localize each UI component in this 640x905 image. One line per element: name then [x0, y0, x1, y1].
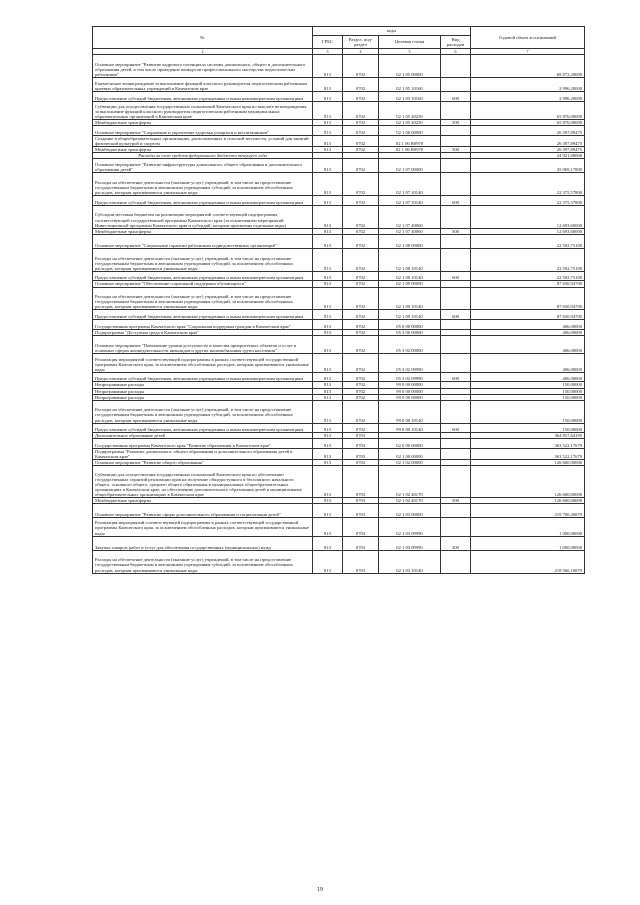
row-name: Создание в общеобразовательных организациях, расположенных в сельской местности, условий для занятий физической культурой и спортом: [93, 135, 313, 146]
row-target-article: 02 1 07 10140: [379, 196, 441, 206]
row-amount: 406,00000: [471, 335, 585, 353]
row-grbs: 813: [313, 394, 343, 400]
row-amount: 150,00000: [471, 382, 585, 388]
row-name: Межбюджетные трансферты: [93, 228, 313, 234]
row-section: 0702: [343, 388, 379, 394]
row-target-article: 02 1 03 09990: [379, 518, 441, 536]
row-section: 0703: [343, 518, 379, 536]
header-expense-type: Вид расходов: [441, 36, 471, 49]
row-expense-type: [441, 126, 471, 136]
row-grbs: 813: [313, 120, 343, 126]
row-section: 0702: [343, 271, 379, 281]
row-target-article: 02 1 08 10140: [379, 271, 441, 281]
row-amount: 364 857,64195: [471, 433, 585, 439]
row-target-article: 02 1 09 10140: [379, 310, 441, 320]
row-amount: 2 996,20000: [471, 91, 585, 101]
row-target-article: 02 1 09 10140: [379, 287, 441, 310]
row-grbs: 813: [313, 147, 343, 153]
row-amount: 22 592,75100: [471, 248, 585, 271]
row-expense-type: [441, 550, 471, 573]
row-expense-type: [441, 101, 471, 119]
row-target-article: 05 3 00 00000: [379, 329, 441, 335]
row-expense-type: [441, 173, 471, 196]
row-section: 0702: [343, 55, 379, 78]
row-section: 0702: [343, 205, 379, 228]
row-name: Субвенции для осуществления государственных полномочий Камчатского края по выплате вознаграждения за выполнение функций классного руководителя педагогическим работникам муниципальных образовательных организаций в Камчатском крае: [93, 101, 313, 119]
row-amount: 12 693,60000: [471, 205, 585, 228]
row-section: 0702: [343, 91, 379, 101]
row-section: 0703: [343, 439, 379, 449]
table-row: [93, 126, 585, 136]
row-amount: 22 375,57800: [471, 196, 585, 206]
row-amount: 126 600,00000: [471, 460, 585, 466]
row-amount: 26 397,89475: [471, 126, 585, 136]
row-target-article: 02 1 02 40170: [379, 498, 441, 504]
row-name: Непрограммные расходы: [93, 388, 313, 394]
row-grbs: 813: [313, 248, 343, 271]
row-grbs: 813: [313, 460, 343, 466]
row-amount: 22 592,75100: [471, 234, 585, 248]
row-expense-type: 600: [441, 372, 471, 382]
row-amount: 363 522,17679: [471, 449, 585, 460]
row-target-article: 02 1 05 10160: [379, 77, 441, 91]
header-target-article: Целевая статья: [379, 36, 441, 49]
row-expense-type: 600: [441, 91, 471, 101]
header-codes: коды: [313, 27, 471, 36]
table-row: [93, 335, 585, 353]
row-expense-type: [441, 504, 471, 518]
row-amount: 150,00000: [471, 423, 585, 433]
row-amount: 68 872,20000: [471, 55, 585, 78]
column-number: 4: [343, 49, 379, 55]
row-name: Предоставление субсидий бюджетным, автономным учреждениям и иным некоммерческим организациям: [93, 423, 313, 433]
row-grbs: 813: [313, 228, 343, 234]
row-grbs: 813: [313, 55, 343, 78]
row-name: Дополнительное образование детей: [93, 433, 313, 439]
row-grbs: 813: [313, 504, 343, 518]
row-name: Основное мероприятие "Развитие инфраструктуры дошкольного, общего образования и дополнительного образования детей": [93, 159, 313, 173]
row-target-article: 02 1 05 40250: [379, 120, 441, 126]
row-grbs: 813: [313, 536, 343, 550]
row-name: Основное мероприятие "Повышение уровня доступности и качества приоритетных объектов и услуг в основных сферах жизнедеятельности инвалидов и других маломобильных групп населения": [93, 335, 313, 353]
row-section: 0702: [343, 320, 379, 330]
table-row: [93, 466, 585, 498]
row-amount: 363 522,17679: [471, 439, 585, 449]
row-name: Основное мероприятие "Сохранение и укрепление здоровья учащихся и воспитанников": [93, 126, 313, 136]
row-amount: 87 650,94700: [471, 281, 585, 287]
header-razdel: Раздел, под-раздел: [343, 36, 379, 49]
row-amount: 150,00000: [471, 388, 585, 394]
row-name: Межбюджетные трансферты: [93, 147, 313, 153]
table-row: [93, 234, 585, 248]
row-section: 0702: [343, 147, 379, 153]
row-expense-type: [441, 466, 471, 498]
row-expense-type: [441, 400, 471, 423]
row-name: Межбюджетные трансферты: [93, 498, 313, 504]
row-section: 0702: [343, 196, 379, 206]
row-name: Расходы на обеспечение деятельности (оказание услуг) учреждений, в том числе на предоставление государственным бюджетным и автономным учреждениям субсидий, за исключением обособленных расходов, которым присваиваются уникальные коды: [93, 248, 313, 271]
row-section: 0703: [343, 550, 379, 573]
row-grbs: 813: [313, 126, 343, 136]
row-grbs: 813: [313, 498, 343, 504]
row-expense-type: [441, 205, 471, 228]
row-grbs: 813: [313, 335, 343, 353]
row-target-article: 02 1 06 R0970: [379, 147, 441, 153]
row-name: Предоставление субсидий бюджетным, автономным учреждениям и иным некоммерческим организациям: [93, 91, 313, 101]
table-row: [93, 439, 585, 449]
row-target-article: 02 1 08 10140: [379, 248, 441, 271]
row-section: 0702: [343, 77, 379, 91]
table-row: [93, 173, 585, 196]
row-grbs: 813: [313, 439, 343, 449]
row-name: Реализация мероприятий соответствующей подпрограммы в рамках соответствующей государственной программы Камчатского края, за исключением обособленных расходов, которым присваиваются уникальные коды: [93, 354, 313, 372]
row-grbs: 813: [313, 320, 343, 330]
row-amount: 406,00000: [471, 320, 585, 330]
header-num: №: [93, 27, 313, 49]
row-grbs: 813: [313, 205, 343, 228]
row-amount: 150,00000: [471, 394, 585, 400]
table-row: [93, 423, 585, 433]
row-name: Подпрограмма "Развитие дошкольного, общего образования и дополнительного образования детей в Камчатском крае": [93, 449, 313, 460]
row-grbs: 813: [313, 449, 343, 460]
row-section: 0702: [343, 173, 379, 196]
row-expense-type: [441, 287, 471, 310]
row-name: Основное мероприятие "Развитие общего образования": [93, 460, 313, 466]
table-row: [93, 372, 585, 382]
row-grbs: 813: [313, 196, 343, 206]
row-target-article: 05 0 00 00000: [379, 320, 441, 330]
row-grbs: 813: [313, 77, 343, 91]
row-target-article: 02 1 07 40060: [379, 205, 441, 228]
row-name: Субвенции для осуществления государственных полномочий Камчатского края по обеспечению государственных гарантий реализации прав на получение общедоступного и бесплатного начального общего, основного общего, среднего общего образования в муниципальных общеобразовательных организациях в Камчатском крае, по обеспечению дополнительного образования детей в муниципальных общеобразовательных организациях в Камчатском крае: [93, 466, 313, 498]
row-amount: 24 921,00000: [471, 153, 585, 159]
row-name: Подпрограмма "Доступная среда в Камчатском крае": [93, 329, 313, 335]
row-amount: 26 397,89475: [471, 147, 585, 153]
row-amount: 65 876,00000: [471, 101, 585, 119]
row-section: 0703: [343, 449, 379, 460]
table-header: [93, 27, 585, 49]
row-amount: 218 566,16879: [471, 550, 585, 573]
row-name: Основное мероприятие "Социальные гарантии работникам подведомственных организаций": [93, 234, 313, 248]
row-name: Основное мероприятие "Развитие кадрового потенциала системы дошкольного, общего и дополнительного образования детей, в том числе проведение конкурсов профессионального мастерства педагогических работников": [93, 55, 313, 78]
row-target-article: 02 1 07 40060: [379, 228, 441, 234]
row-expense-type: [441, 518, 471, 536]
row-section: 0702: [343, 126, 379, 136]
row-target-article: 02 1 09 00000: [379, 281, 441, 287]
row-name: Непрограммные расходы: [93, 394, 313, 400]
row-name: Непрограммные расходы: [93, 382, 313, 388]
row-amount: 126 600,00000: [471, 498, 585, 504]
table-row: [93, 449, 585, 460]
table-row: [93, 354, 585, 372]
row-grbs: 813: [313, 234, 343, 248]
row-name: Реализация мероприятий соответствующей подпрограммы в рамках соответствующей государственной программы Камчатского края, за исключением обособленных расходов, которым присваиваются уникальные коды: [93, 518, 313, 536]
row-expense-type: 500: [441, 120, 471, 126]
table-row: [93, 518, 585, 536]
row-expense-type: 200: [441, 536, 471, 550]
row-target-article: 02 1 03 09990: [379, 536, 441, 550]
table-body: [93, 49, 585, 574]
row-expense-type: [441, 354, 471, 372]
row-expense-type: 600: [441, 423, 471, 433]
row-expense-type: 600: [441, 271, 471, 281]
row-name: Субсидии местным бюджетам на реализацию мероприятий соответствующей подпрограммы соответствующей государственной программы Камчатского края (за исключением мероприятий Инвестиционной программы Камчатского края и субсидий, которым присвоены отдельные коды): [93, 205, 313, 228]
row-section: 0702: [343, 120, 379, 126]
row-grbs: 813: [313, 400, 343, 423]
table-row: [93, 159, 585, 173]
row-section: 0702: [343, 135, 379, 146]
row-grbs: 813: [313, 173, 343, 196]
table-row: [93, 135, 585, 146]
row-target-article: 02 1 00 00000: [379, 449, 441, 460]
row-name: Предоставление субсидий бюджетным, автономным учреждениям и иным некоммерческим организациям: [93, 196, 313, 206]
row-amount: 1 000,00000: [471, 518, 585, 536]
table-row: [93, 287, 585, 310]
row-amount: 87 650,94700: [471, 287, 585, 310]
row-name: Межбюджетные трансферты: [93, 120, 313, 126]
column-number: 6: [441, 49, 471, 55]
row-grbs: 813: [313, 101, 343, 119]
row-amount: 406,00000: [471, 354, 585, 372]
table-row: [93, 196, 585, 206]
row-grbs: 813: [313, 466, 343, 498]
row-section: 0703: [343, 466, 379, 498]
page-number: 19: [317, 887, 323, 893]
row-section: 0702: [343, 335, 379, 353]
row-expense-type: [441, 439, 471, 449]
table-row: [93, 536, 585, 550]
row-expense-type: 500: [441, 228, 471, 234]
row-section: 0702: [343, 101, 379, 119]
table-row: [93, 504, 585, 518]
row-section: 0702: [343, 394, 379, 400]
row-name: Предоставление субсидий бюджетным, автономным учреждениям и иным некоммерческим организациям: [93, 372, 313, 382]
row-section: 0702: [343, 423, 379, 433]
row-name: Ежемесячное вознаграждение за выполнение функций классного руководителя педагогическим работникам краевых образовательных учреждений в Камчатском крае: [93, 77, 313, 91]
row-section: 0702: [343, 382, 379, 388]
row-grbs: 813: [313, 310, 343, 320]
row-grbs: 813: [313, 423, 343, 433]
row-target-article: 99 0 00 10140: [379, 423, 441, 433]
row-section: 0703: [343, 536, 379, 550]
row-amount: 65 876,00000: [471, 120, 585, 126]
row-target-article: 05 3 02 00000: [379, 335, 441, 353]
row-amount: 219 700,26879: [471, 504, 585, 518]
row-target-article: 02 1 06 00000: [379, 126, 441, 136]
row-target-article: 02 1 05 10160: [379, 91, 441, 101]
row-section: 0702: [343, 248, 379, 271]
row-section: 0703: [343, 460, 379, 466]
row-name: Государственная программа Камчатского края "Развитие образования в Камчатском крае": [93, 439, 313, 449]
column-number: 7: [471, 49, 585, 55]
row-target-article: 02 1 03 00000: [379, 504, 441, 518]
row-target-article: 99 0 00 10140: [379, 400, 441, 423]
row-name: Расходы за счет средств федерального бюджета текущего года: [93, 153, 313, 159]
row-grbs: 813: [313, 287, 343, 310]
row-amount: 150,00000: [471, 400, 585, 423]
row-name: Основное мероприятие "Обеспечение социальной поддержки обучающихся": [93, 281, 313, 287]
row-expense-type: [441, 159, 471, 173]
table-row: [93, 310, 585, 320]
row-amount: 22 375,57800: [471, 173, 585, 196]
row-amount: 35 069,17800: [471, 159, 585, 173]
row-expense-type: [441, 248, 471, 271]
row-amount: 12 693,60000: [471, 228, 585, 234]
row-expense-type: [441, 55, 471, 78]
table-row: [93, 77, 585, 91]
row-grbs: 813: [313, 433, 343, 439]
row-target-article: 99 0 00 00000: [379, 394, 441, 400]
row-expense-type: [441, 234, 471, 248]
row-grbs: 813: [313, 388, 343, 394]
table-row: [93, 248, 585, 271]
row-name: Расходы на обеспечение деятельности (оказание услуг) учреждений, в том числе на предоставление государственным бюджетным и автономным учреждениям субсидий, за исключением обособленных расходов, которым присваиваются уникальные коды: [93, 400, 313, 423]
table-row: [93, 400, 585, 423]
row-amount: 1 000,00000: [471, 536, 585, 550]
table-row: [93, 91, 585, 101]
row-target-article: 02 1 05 00000: [379, 55, 441, 78]
row-target-article: 02 1 02 00000: [379, 460, 441, 466]
row-section: 0702: [343, 310, 379, 320]
header-annual-volume: Годовой объем ассигнований: [471, 27, 585, 49]
row-amount: 26 397,89475: [471, 135, 585, 146]
row-grbs: 813: [313, 372, 343, 382]
row-target-article: 02 1 07 00000: [379, 159, 441, 173]
row-target-article: 02 1 07 10140: [379, 173, 441, 196]
row-name: Расходы на обеспечение деятельности (оказание услуг) учреждений, в том числе на предоставление государственным бюджетным и автономным учреждениям субсидий, за исключением обособленных расходов, которым присваиваются уникальные коды: [93, 550, 313, 573]
row-section: 0702: [343, 234, 379, 248]
row-target-article: 02 0 00 00000: [379, 439, 441, 449]
row-expense-type: 500: [441, 498, 471, 504]
row-grbs: 813: [313, 159, 343, 173]
row-grbs: 813: [313, 550, 343, 573]
row-target-article: 05 3 02 09990: [379, 372, 441, 382]
table-row: [93, 320, 585, 330]
row-section: 0702: [343, 228, 379, 234]
row-target-article: 02 1 05 40250: [379, 101, 441, 119]
row-target-article: 02 1 08 00000: [379, 234, 441, 248]
row-expense-type: 500: [441, 147, 471, 153]
row-grbs: 813: [313, 518, 343, 536]
row-section: 0702: [343, 400, 379, 423]
row-expense-type: [441, 335, 471, 353]
row-amount: 22 592,75100: [471, 271, 585, 281]
column-number: 5: [379, 49, 441, 55]
table-row: [93, 55, 585, 78]
row-target-article: 99 0 00 00000: [379, 382, 441, 388]
row-grbs: 813: [313, 135, 343, 146]
row-grbs: 813: [313, 354, 343, 372]
table-row: [93, 101, 585, 119]
row-name: Государственная программа Камчатского края "Социальная поддержка граждан в Камчатском крае": [93, 320, 313, 330]
row-name: Основное мероприятие "Развитие сферы дополнительного образования и социализация детей": [93, 504, 313, 518]
row-expense-type: 600: [441, 196, 471, 206]
row-expense-type: [441, 77, 471, 91]
row-grbs: 813: [313, 281, 343, 287]
row-amount: 2 996,20000: [471, 77, 585, 91]
row-section: 0702: [343, 329, 379, 335]
row-amount: 406,00000: [471, 329, 585, 335]
row-grbs: 813: [313, 382, 343, 388]
row-amount: 87 650,94700: [471, 310, 585, 320]
row-grbs: 813: [313, 329, 343, 335]
row-target-article: 99 0 00 00000: [379, 388, 441, 394]
row-section: 0703: [343, 504, 379, 518]
row-expense-type: 600: [441, 310, 471, 320]
row-section: 0702: [343, 159, 379, 173]
table-row: [93, 205, 585, 228]
row-section: 0703: [343, 498, 379, 504]
row-section: 0702: [343, 281, 379, 287]
table-row: [93, 271, 585, 281]
column-number: 2: [93, 49, 313, 55]
row-section: 0702: [343, 287, 379, 310]
row-amount: 406,00000: [471, 372, 585, 382]
row-target-article: 02 1 03 10140: [379, 550, 441, 573]
row-grbs: 813: [313, 271, 343, 281]
table-row: [93, 550, 585, 573]
column-number: 3: [313, 49, 343, 55]
row-name: Предоставление субсидий бюджетным, автономным учреждениям и иным некоммерческим организациям: [93, 310, 313, 320]
row-amount: 126 600,00000: [471, 466, 585, 498]
header-grbs: ГРБС: [313, 36, 343, 49]
row-section: 0702: [343, 372, 379, 382]
row-grbs: 813: [313, 91, 343, 101]
row-target-article: 05 3 02 09990: [379, 354, 441, 372]
row-target-article: 02 1 06 R0970: [379, 135, 441, 146]
row-expense-type: [441, 135, 471, 146]
budget-table: [92, 26, 585, 574]
row-target-article: 02 1 02 40170: [379, 466, 441, 498]
row-name: Закупка товаров, работ и услуг для обеспечения государственных (муниципальных) нужд: [93, 536, 313, 550]
row-name: Расходы на обеспечение деятельности (оказание услуг) учреждений, в том числе на предоставление государственным бюджетным и автономным учреждениям субсидий, за исключением обособленных расходов, которым присваиваются уникальные коды: [93, 173, 313, 196]
row-section: 0702: [343, 354, 379, 372]
row-name: Расходы на обеспечение деятельности (оказание услуг) учреждений, в том числе на предоставление государственным бюджетным и автономным учреждениям субсидий, за исключением обособленных расходов, которым присваиваются уникальные коды: [93, 287, 313, 310]
row-expense-type: [441, 320, 471, 330]
row-name: Предоставление субсидий бюджетным, автономным учреждениям и иным некоммерческим организациям: [93, 271, 313, 281]
row-section: 0703: [343, 433, 379, 439]
row-expense-type: [441, 449, 471, 460]
